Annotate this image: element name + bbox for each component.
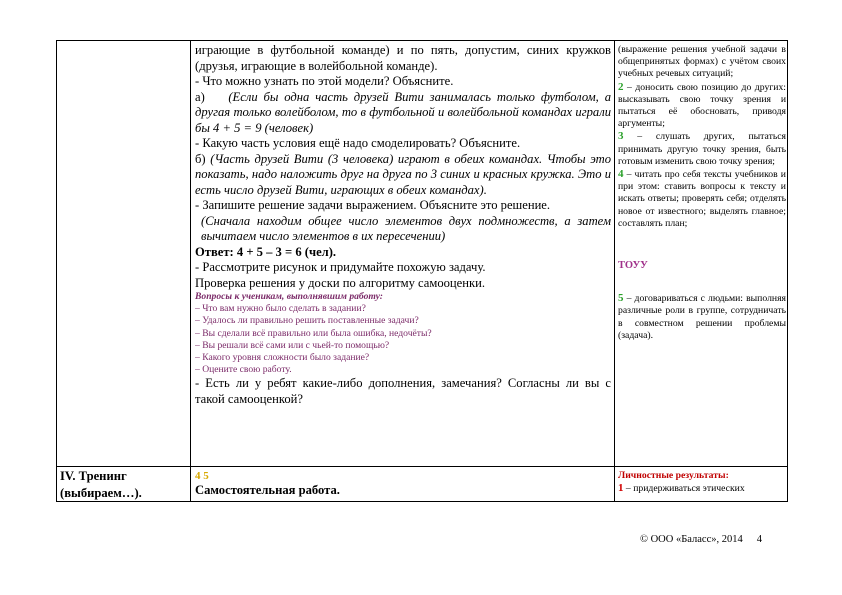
answer-b-text: (Часть друзей Вити (3 человека) играют в обеих командах. Чтобы это показать, надо наложить друг на друга по 3 синих и красных кружка. Это и есть число друзей Вити, играющих в обеих командах). [195,151,611,197]
page-number: 4 [756,534,762,545]
copyright: © ООО «Баласс», 2014 [640,534,743,545]
result-item: 4 – читать про себя тексты учебников и при этом: ставить вопросы к тексту и искать ответы; проверять себя; отделять новое от известного; выделять главное; составлять план; [618,168,786,229]
question-item: – Вы сделали всё правильно или была ошибка, недочёты? [195,327,432,339]
question-item: – Оцените свою работу. [195,364,292,376]
column-divider [190,41,191,501]
result-item: 1 – придерживаться этических [618,482,745,495]
answer-b: б) (Часть друзей Вити (3 человека) играют в обеих командах. Чтобы это показать, надо наложить друг на друга по 3 синих и красных кружка. Это и есть число друзей Вити, играющих в обеих командах). [195,151,611,197]
question-item: – Вы решали всё сами или с чьей-то помощью? [195,339,390,351]
personal-results-title: Личностные результаты: [618,470,729,481]
touu-heading: ТОУУ [618,260,648,272]
question: - Запишите решение задачи выражением. Объясните это решение. [195,198,551,212]
item-number: 2 [618,80,624,93]
text-line: играющие в футбольной команде) и по пять, допустим, синих кружков (друзья, играющие в волейбольной команде). [195,43,611,73]
item-number: 1 [618,482,624,495]
item-number: 5 [618,292,624,305]
item-number: 3 [618,130,624,143]
row-divider [57,466,787,467]
answer-a-text: (Если бы одна часть друзей Вити занималась только футболом, а другая только волейболом, то в футбольной и волейбольной командах играли бы 4 + 5 = 9 (человек) [195,89,611,135]
result-item: 2 – доносить свою позицию до других: высказывать свою точку зрения и пытаться её обосновать, приводя аргументы; [618,80,786,130]
questions-title: Вопросы к ученикам, выполнявшим работу: [195,291,383,302]
answer: Ответ: 4 + 5 – 3 = 6 (чел). [195,244,337,259]
item-number: 4 [618,168,624,181]
final-question: - Есть ли у ребят какие-либо дополнения, замечания? Согласны ли вы с такой самооценкой? [195,376,611,406]
task-cell [195,469,611,498]
result-item: 3 – слушать других, пытаться принимать другую точку зрения, быть готовым изменить свою точку зрения; [618,130,786,167]
check-text: Проверка решения у доски по алгоритму самооценки. [195,275,486,290]
question: - Какую часть условия ещё надо смоделировать? Объясните. [195,136,521,150]
personal-results-cell [618,470,786,495]
lesson-content-cell [195,43,611,407]
question-item: – Какого уровня сложности было задание? [195,352,370,364]
lesson-table [56,40,788,502]
answer-a: а) (Если бы одна часть друзей Вити занималась только футболом, а другая только волейболом, то в футбольной и волейбольной командах играли бы 4 + 5 = 9 (человек) [195,89,611,135]
column-divider [614,41,615,501]
result-item: 5 – договариваться с людьми: выполняя различные роли в группе, сотрудничать в совместном решении проблемы (задача). [618,292,786,341]
question-item: – Удалось ли правильно решить поставленные задачи? [195,315,419,327]
explanation: (Сначала находим общее число элементов двух подмножеств, а затем вычитаем число элементов в их пересечении) [201,213,611,243]
question-item: – Что вам нужно было сделать в задании? [195,303,366,315]
question: - Рассмотрите рисунок и придумайте похожую задачу. [195,260,486,274]
stage-cell: IV. Тренинг (выбираем…). [60,469,142,500]
result-text: (выражение решения учебной задачи в общепринятых формах) с учётом своих учебных речевых ситуаций; [618,44,786,80]
results-cell [618,44,786,342]
page-footer [640,534,762,545]
task-title: Самостоятельная работа. [195,483,340,497]
task-numbers: 4 5 [195,470,209,482]
question: - Что можно узнать по этой модели? Объясните. [195,74,454,88]
